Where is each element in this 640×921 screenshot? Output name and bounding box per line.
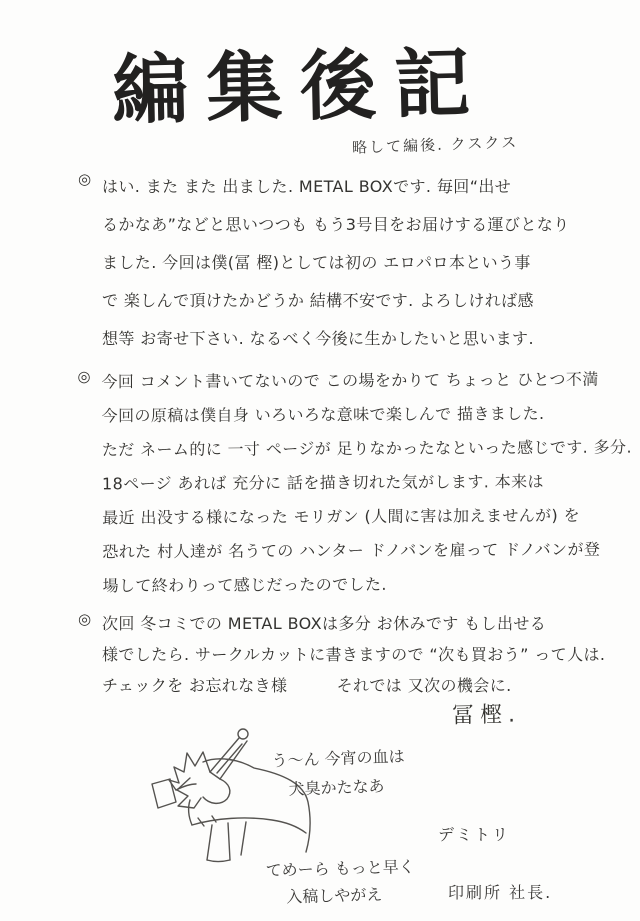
- speech-line: 犬臭かたなあ: [288, 776, 385, 799]
- page-subtitle: 略して編後. クスクス: [351, 133, 519, 157]
- paragraph-line: で 楽しんで頂けたかどうか 結構不安です. よろしければ感: [102, 291, 534, 310]
- paragraph-line: はい. また また 出ました. METAL BOXです. 毎回“出せ: [102, 177, 512, 196]
- author-signature: 冨樫.: [451, 702, 522, 729]
- paragraph-line: るかなあ”などと思いつつも もう3号目をお届けする運びとなり: [102, 215, 570, 234]
- paragraph-line: 最近 出没する様になった モリガン (人間に害は加えませんが) を: [102, 505, 581, 528]
- paragraph-line: ただ ネーム的に 一寸 ページが 足りなかったなといった感じです. 多分.: [101, 437, 632, 460]
- paragraph-line: チェックを お忘れなき様 それでは 又次の機会に.: [102, 676, 512, 695]
- speaker-label-demitri: デミトリ: [438, 825, 511, 844]
- paragraph-line: 今回 コメント書いてないので この場をかりて ちょっと ひとつ不満: [101, 369, 599, 392]
- paragraph-intro: [78, 168, 570, 358]
- paragraph-line: 様でしたら. サークルカットに書きますので “次も買おう” って人は.: [102, 645, 606, 664]
- bullet-icon: ◎: [77, 367, 91, 386]
- speech-line: てめーら もっと早く: [265, 857, 415, 880]
- speaker-label-printer: 印刷所 社長.: [448, 883, 553, 902]
- paragraph-line: 想等 お寄せ下さい. なるべく今後に生かしたいと思います.: [102, 329, 534, 348]
- paragraph-line: ました. 今回は僕(冨 樫)としては初の エロパロ本という事: [102, 253, 531, 272]
- paragraph-next-issue: [78, 608, 605, 701]
- page-title: 編集後記: [111, 38, 490, 135]
- speech-demitri: [271, 742, 406, 805]
- paragraph-line: 次回 冬コミでの METAL BOXは多分 お休みです もし出せる: [102, 614, 547, 633]
- bullet-icon: ◎: [78, 170, 92, 188]
- speech-line: う〜ん 今宵の血は: [271, 746, 405, 771]
- paragraph-line: 恐れた 村人達が 名うての ハンター ドノバンを雇って ドノバンが登: [102, 539, 601, 562]
- paragraph-comment: [77, 363, 632, 604]
- speech-printer: [265, 853, 415, 911]
- bullet-icon: ◎: [78, 610, 92, 628]
- paragraph-line: 今回の原稿は僕自身 いろいろな意味で楽しんで 描きました.: [101, 404, 545, 426]
- paragraph-line: 場して終わりって感じだったのでした.: [102, 574, 387, 596]
- paragraph-line: 18ページ あれば 充分に 話を描き切れた気がします. 本来は: [101, 472, 544, 494]
- speech-line: 入稿しやがえ: [286, 884, 383, 907]
